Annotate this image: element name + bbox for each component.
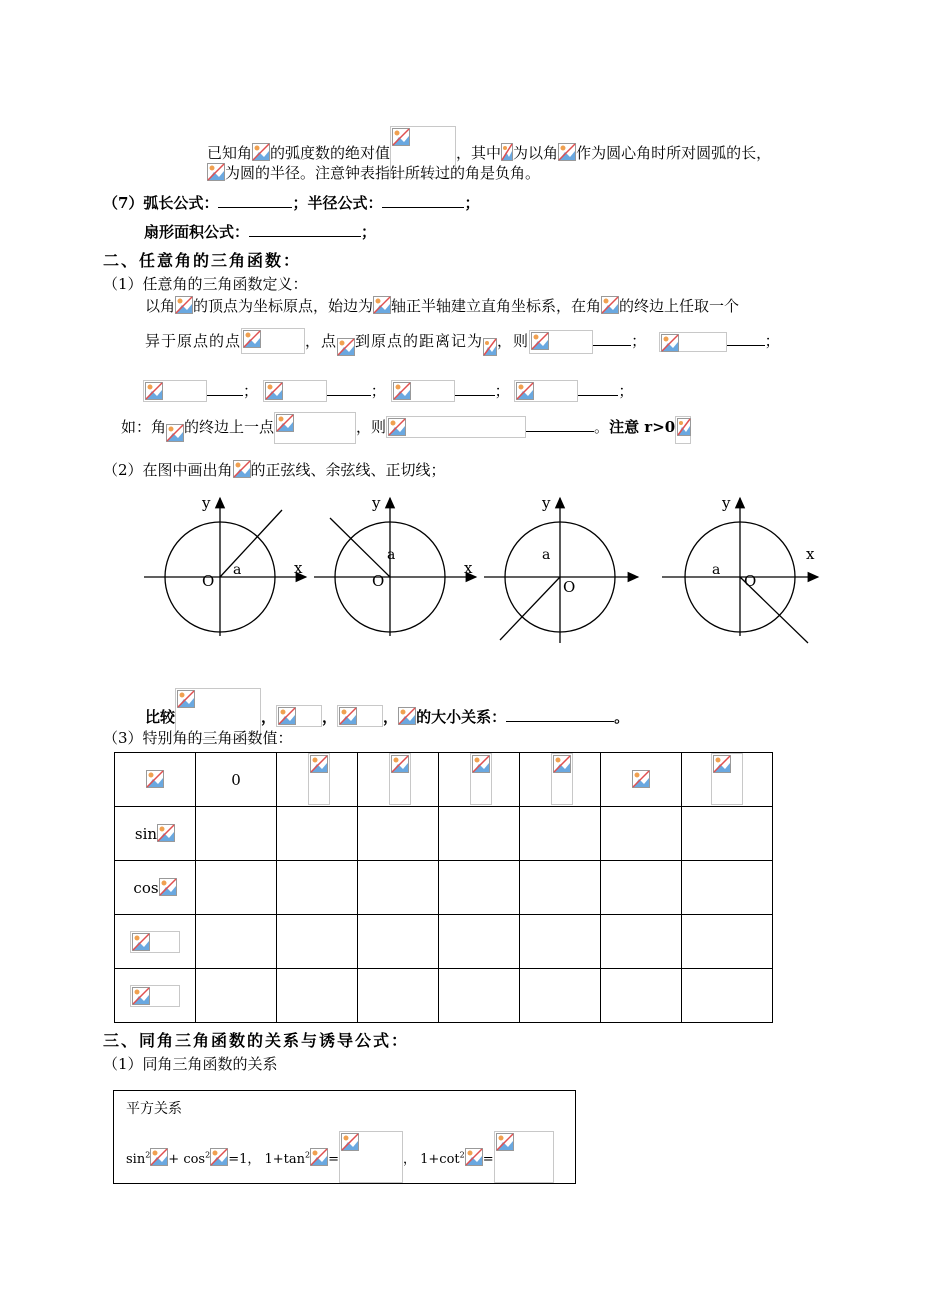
table-cell[interactable] [520,861,601,915]
image-placeholder-icon [393,382,411,400]
table-cell[interactable] [439,969,520,1023]
image-placeholder-icon [310,1148,328,1166]
table-cell[interactable] [358,807,439,861]
subsection-title: （1）同角三角函数的关系 [103,1055,278,1073]
blank-line[interactable] [382,193,464,208]
image-placeholder-icon [233,460,251,478]
unit-circle-diagram-4 [662,494,818,643]
definition-line3: ； ； ； ； [143,380,633,402]
table-cell[interactable] [520,915,601,969]
table-cell[interactable] [682,861,773,915]
table-cell[interactable] [682,915,773,969]
formula-image-box [711,753,743,805]
image-placeholder-icon [150,1148,168,1166]
image-placeholder-icon [252,143,270,161]
blank-line[interactable] [593,331,631,346]
table-cell[interactable] [439,861,520,915]
table-row [115,915,773,969]
square-relation-formulas: $\sin^2$ + $\cos^2$ =1， $1+\tan^2$ = ， $1+\cot^2$ = [126,1131,554,1183]
section-heading: 二、任意角的三角函数： [103,251,302,270]
image-placeholder-icon [398,707,416,725]
angle-label: a [387,547,396,563]
box-title: 平方关系 [126,1101,182,1117]
table-row [115,969,773,1023]
image-placeholder-icon [145,382,163,400]
blank-line[interactable] [249,222,361,237]
image-placeholder-icon [278,707,296,725]
table-cell [277,753,358,807]
image-placeholder-icon [166,424,184,442]
formula-image-box [470,753,492,805]
image-placeholder-icon [146,770,164,788]
table-row [115,753,773,807]
table-cell[interactable] [196,969,277,1023]
formula-image-box [339,1131,403,1183]
image-placeholder-icon [159,878,177,896]
image-placeholder-icon [132,987,150,1005]
image-placeholder-icon [339,707,357,725]
special-values-table [114,752,773,1023]
table-cell[interactable] [520,969,601,1023]
table-cell[interactable] [277,915,358,969]
unit-circle-diagram-3 [484,494,638,643]
image-placeholder-icon [388,418,406,436]
image-placeholder-icon [483,338,497,356]
formula-image-box [514,380,578,402]
table-cell[interactable] [277,969,358,1023]
table-cell[interactable] [277,861,358,915]
radian-definition-line1: 已知角 的弧度数的绝对值 ，其中 为以角 作为圆心角时所对圆弧的长， [207,126,771,178]
angle-label: a [542,547,551,563]
table-cell [682,753,773,807]
image-placeholder-icon [677,418,691,436]
origin-label: O [202,572,215,590]
unit-circle-diagrams [130,488,830,658]
image-placeholder-icon [337,338,355,356]
radian-definition-line2: 为圆的半径。注意钟表指针所转过的角是负角。 [207,163,540,183]
image-placeholder-icon [632,770,650,788]
table-cell: 0 [196,753,277,807]
image-placeholder-icon [553,755,571,773]
formula-image-box [659,332,727,352]
square-relation-box [113,1090,576,1184]
origin-label: O [372,572,385,590]
image-placeholder-icon [373,296,391,314]
formula-image-box [494,1131,554,1183]
table-cell [115,753,196,807]
image-placeholder-icon [265,382,283,400]
blank-line[interactable] [506,707,614,722]
origin-label: O [744,572,757,590]
image-placeholder-icon [243,330,261,348]
table-cell[interactable] [358,969,439,1023]
blank-line[interactable] [727,331,765,346]
blank-line[interactable] [327,381,371,396]
table-cell [601,753,682,807]
table-cell[interactable] [358,861,439,915]
formula-image-box [675,416,691,444]
table-cell [439,753,520,807]
draw-lines-instruction: （2）在图中画出角 的正弦线、余弦线、正切线； [103,461,446,479]
subsection-title: （3）特别角的三角函数值： [103,729,293,747]
table-cell[interactable] [682,969,773,1023]
table-cell [520,753,601,807]
image-placeholder-icon [465,1148,483,1166]
image-placeholder-icon [392,128,410,146]
example-line: 如：角 的终边上一点 ，则 。注意 r>0 [121,412,691,444]
compare-line: 比较 ， ， ， 的大小关系： 。 [145,688,629,740]
image-placeholder-icon [175,296,193,314]
blank-line[interactable] [526,417,594,432]
formula-image-box [130,985,180,1007]
image-placeholder-icon [391,755,409,773]
formula-image-box [308,753,330,805]
table-cell[interactable] [520,807,601,861]
image-placeholder-icon [207,163,225,181]
table-cell: cos [115,861,196,915]
blank-line[interactable] [207,381,243,396]
sector-area-formula-line: 扇形面积公式： ； [144,223,377,241]
subsection-title: （1）任意角的三角函数定义： [103,275,308,293]
axis-x-label: x [464,559,473,577]
definition-line2: 异于原点的点 ，点 到原点的距离记为 ，则 ； ； [145,328,781,356]
table-cell[interactable] [601,861,682,915]
table-cell[interactable] [682,807,773,861]
table-cell [115,915,196,969]
table-cell[interactable] [601,807,682,861]
image-placeholder-icon [157,824,175,842]
angle-label: a [233,562,242,578]
axis-y-label: y [202,494,211,512]
unit-circle-diagram-1 [144,494,306,636]
arc-length-formula-line: （7）弧长公式： ；半径公式： ； [103,194,480,212]
blank-line[interactable] [218,193,292,208]
image-placeholder-icon [177,690,195,708]
image-placeholder-icon [472,755,490,773]
axis-y-label: y [722,494,731,512]
formula-image-box [143,380,207,402]
image-placeholder-icon [496,1133,514,1151]
table-cell[interactable] [196,861,277,915]
definition-line1: 以角 的顶点为坐标原点，始边为 轴正半轴建立直角坐标系，在角 的终边上任取一个 [145,297,740,315]
image-placeholder-icon [713,755,731,773]
formula-image-box [276,705,322,727]
table-row [115,861,773,915]
table-cell[interactable] [439,915,520,969]
table-cell[interactable] [601,969,682,1023]
origin-label: O [563,578,576,596]
formula-image-box [386,416,526,438]
table-cell[interactable] [601,915,682,969]
blank-line[interactable] [578,381,618,396]
image-placeholder-icon [132,933,150,951]
image-placeholder-icon [661,334,679,352]
image-placeholder-icon [341,1133,359,1151]
axis-y-label: y [542,494,551,512]
blank-line[interactable] [455,381,495,396]
table-cell[interactable] [196,915,277,969]
axis-x-label: x [806,545,815,563]
table-cell [358,753,439,807]
formula-image-box [389,753,411,805]
formula-image-box [274,412,356,444]
axis-y-label: y [372,494,381,512]
table-cell[interactable] [439,807,520,861]
formula-image-box [241,328,305,354]
axis-x-label: x [294,559,303,577]
table-cell [115,969,196,1023]
unit-circle-diagram-2 [314,494,476,636]
angle-label: a [712,562,721,578]
table-cell: sin [115,807,196,861]
image-placeholder-icon [558,143,576,161]
image-placeholder-icon [601,296,619,314]
formula-image-box [391,380,455,402]
formula-image-box [337,705,383,727]
image-placeholder-icon [516,382,534,400]
formula-image-box [551,753,573,805]
table-cell[interactable] [358,915,439,969]
formula-image-box [263,380,327,402]
table-row [115,807,773,861]
image-placeholder-icon [531,332,549,350]
image-placeholder-icon [276,414,294,432]
table-cell[interactable] [196,807,277,861]
formula-image-box [130,931,180,953]
image-placeholder-icon [210,1148,228,1166]
table-cell[interactable] [277,807,358,861]
image-placeholder-icon [501,143,513,161]
formula-image-box [529,330,593,354]
section-heading: 三、同角三角函数的关系与诱导公式： [103,1031,410,1050]
image-placeholder-icon [310,755,328,773]
